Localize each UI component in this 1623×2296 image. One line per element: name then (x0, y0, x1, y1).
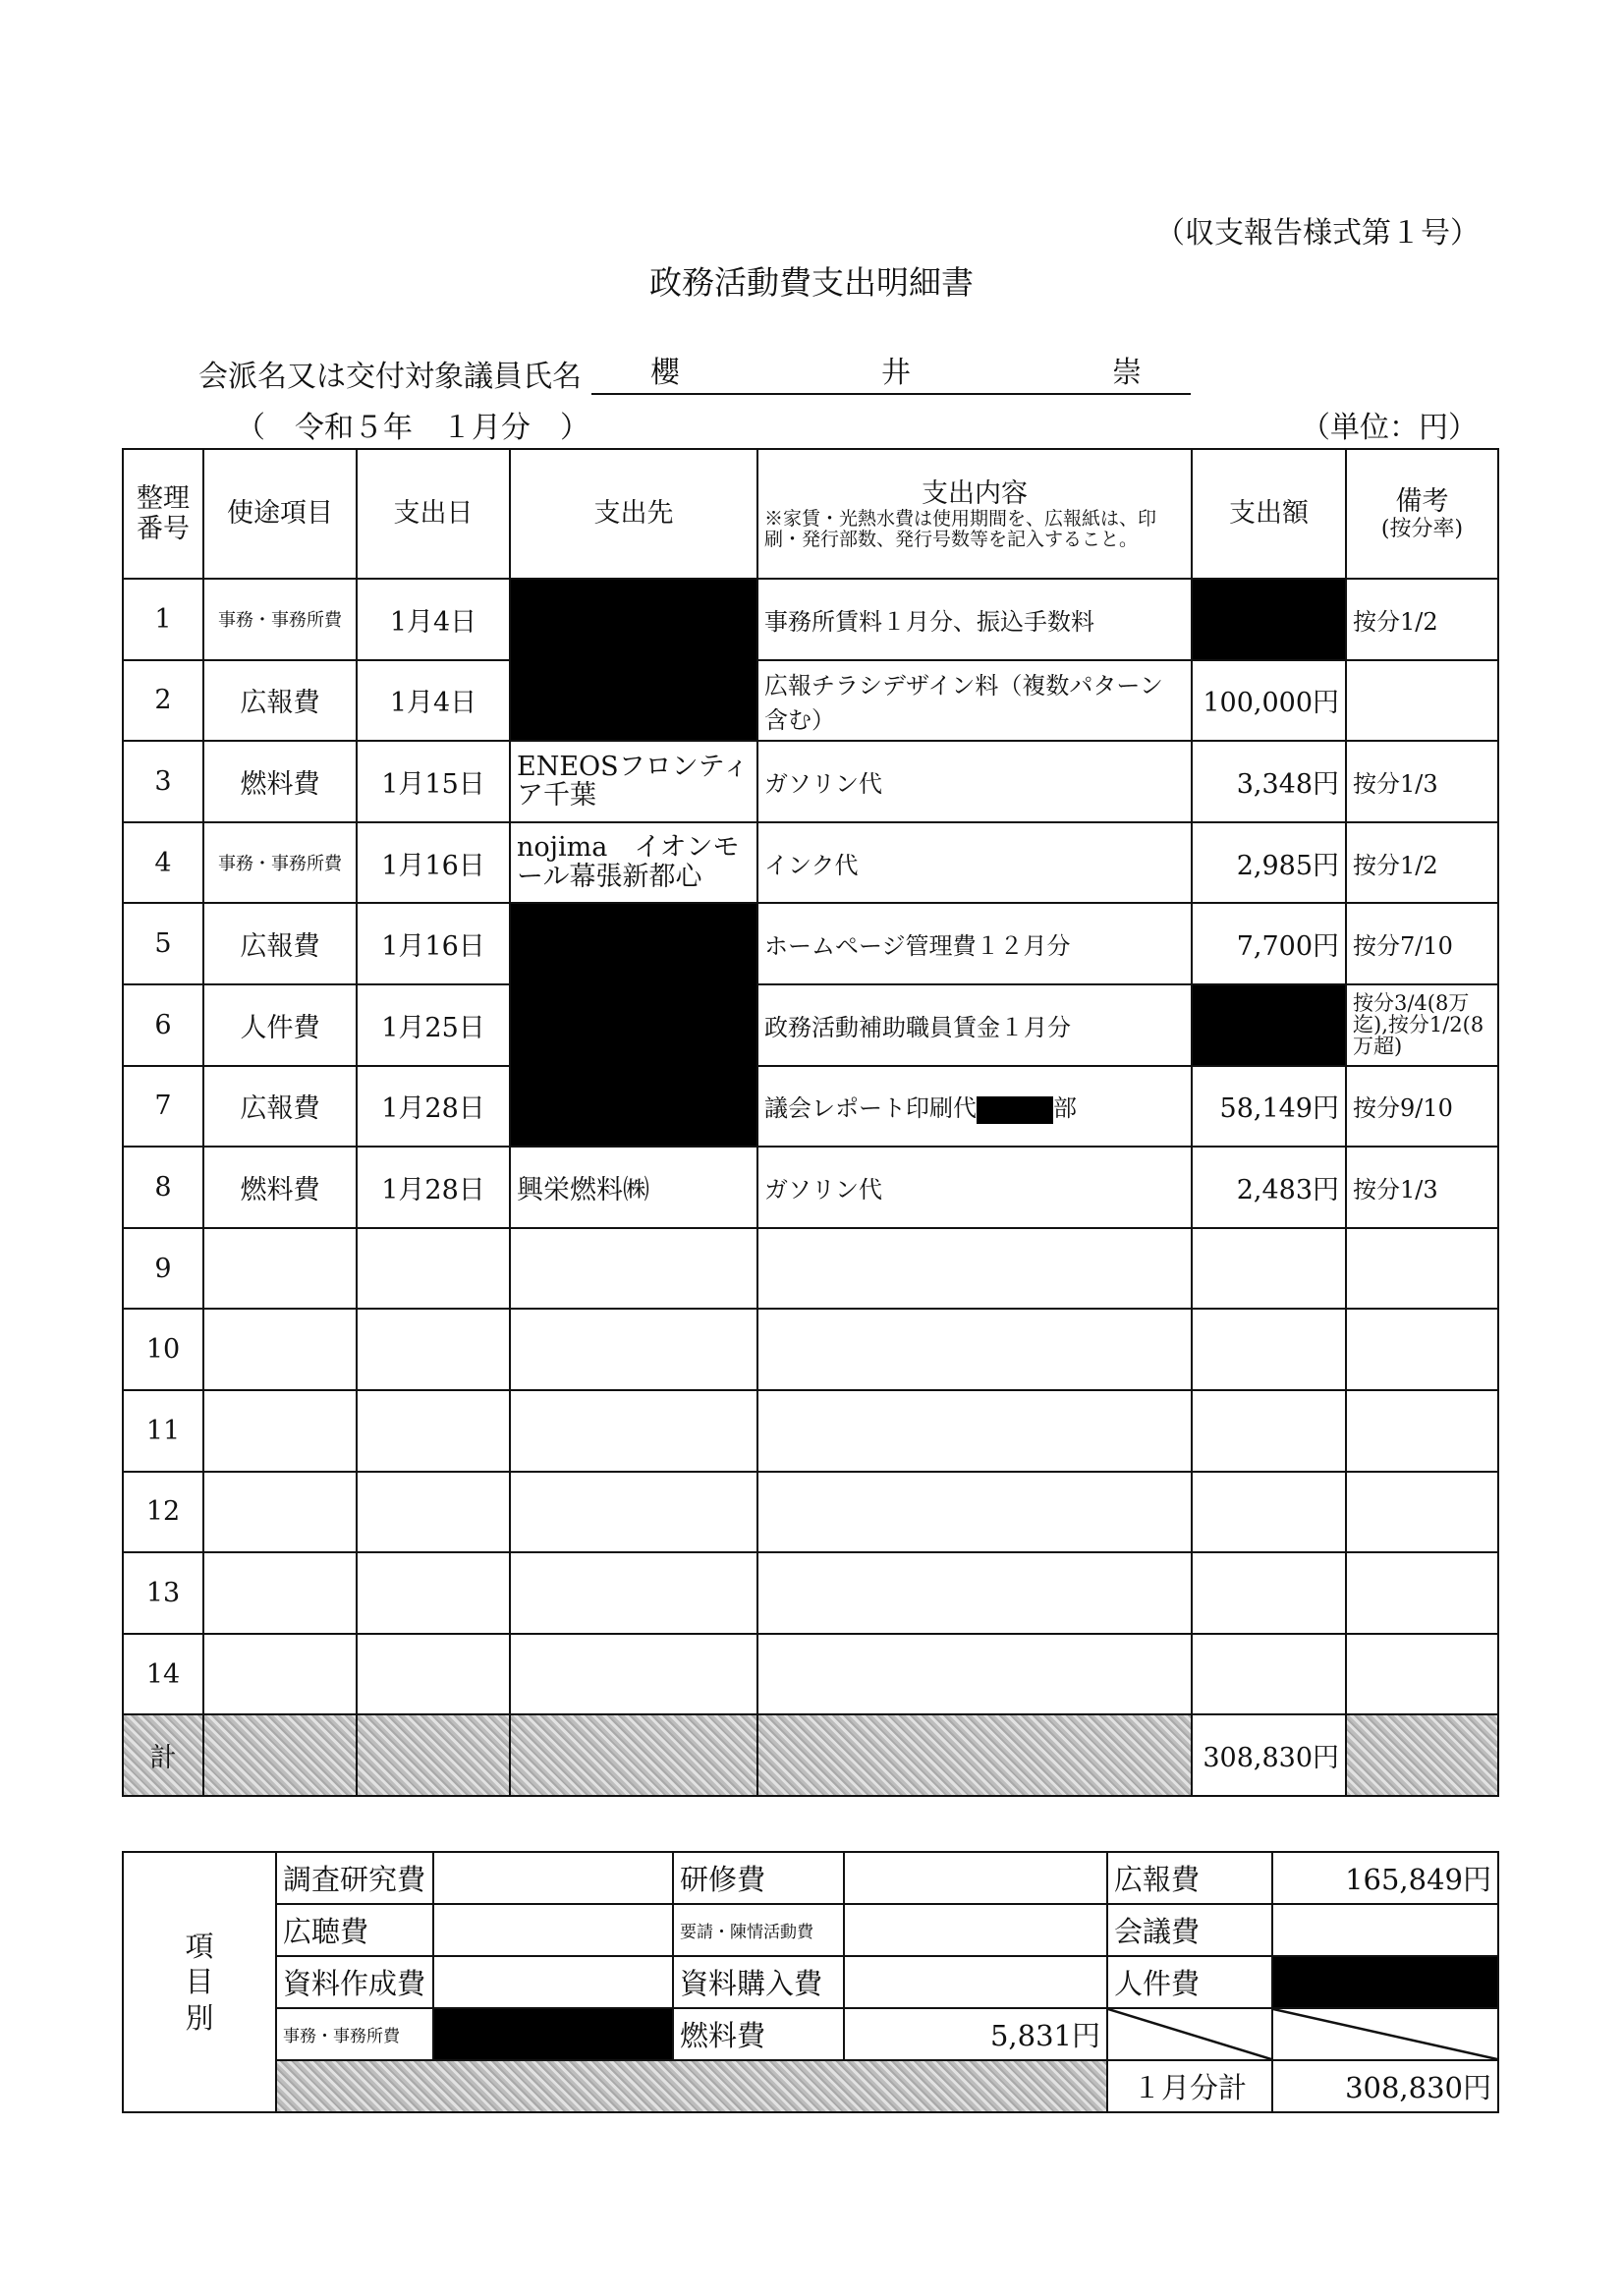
row-date: 1月15日 (357, 741, 510, 822)
table-row (123, 903, 1498, 984)
row-content-text: 議会レポート印刷代 (764, 1094, 977, 1123)
col-content-note: ※家賃・光熱水費は使用期間を、広報紙は、印刷・発行部数、発行号数等を記入すること。 (764, 507, 1157, 550)
summary-label: 項 目 別 (123, 1852, 276, 2112)
col-amount: 支出額 (1192, 449, 1346, 579)
month-total-label: １月分計 (1107, 2060, 1272, 2112)
redacted-personnel-amount (1272, 1956, 1498, 2008)
table-row (123, 1634, 1498, 1715)
row-content: ガソリン代 (757, 741, 1192, 822)
material-purchase-label: 資料購入費 (673, 1956, 844, 2008)
row-memo: 按分7/10 (1346, 903, 1498, 984)
form-number: （収支報告様式第１号） (1155, 216, 1480, 251)
table-row (123, 741, 1498, 822)
name-char: 井 (881, 356, 911, 390)
row-no: 11 (123, 1390, 203, 1472)
redacted-payee (510, 903, 757, 1147)
row-no: 12 (123, 1472, 203, 1553)
row-content: 広報チラシデザイン料（複数パターン含む） (757, 660, 1192, 742)
meeting-label: 会議費 (1107, 1904, 1272, 1956)
period: （ 令和５年 １月分 ） (236, 411, 589, 445)
member-name (591, 348, 1191, 395)
row-payee: ENEOSフロンティア千葉 (510, 741, 757, 822)
name-char: 崇 (1112, 356, 1142, 390)
redacted-copies (977, 1096, 1053, 1124)
name-char: 櫻 (650, 356, 680, 390)
row-payee: 興栄燃料㈱ (510, 1147, 757, 1228)
col-memo (1346, 449, 1498, 579)
row-category: 事務・事務所費 (203, 822, 357, 904)
research-label: 調査研究費 (276, 1852, 433, 1904)
fuel-label: 燃料費 (673, 2008, 844, 2060)
col-date: 支出日 (357, 449, 510, 579)
training-amount (844, 1852, 1107, 1904)
row-date: 1月16日 (357, 822, 510, 904)
row-memo: 按分1/2 (1346, 822, 1498, 904)
table-row (123, 1390, 1498, 1472)
row-category: 広報費 (203, 903, 357, 984)
training-label: 研修費 (673, 1852, 844, 1904)
row-category: 燃料費 (203, 1147, 357, 1228)
row-memo (1346, 660, 1498, 742)
col-payee: 支出先 (510, 449, 757, 579)
redacted-amount (1192, 579, 1346, 660)
office-label: 事務・事務所費 (276, 2008, 433, 2060)
table-row (123, 660, 1498, 742)
document-title: 政務活動費支出明細書 (649, 263, 974, 302)
row-memo: 按分1/2 (1346, 579, 1498, 660)
month-total-amount: 308,830円 (1272, 2060, 1498, 2112)
redacted-payee (510, 579, 757, 741)
row-no: 4 (123, 822, 203, 904)
diagonal-cell (1107, 2008, 1272, 2060)
name-row (198, 348, 1191, 395)
row-amount: 3,348円 (1192, 741, 1346, 822)
redacted-amount (1192, 984, 1346, 1066)
table-row (123, 822, 1498, 904)
personnel-label: 人件費 (1107, 1956, 1272, 2008)
research-amount (433, 1852, 673, 1904)
row-no: 9 (123, 1228, 203, 1310)
expense-table (122, 448, 1499, 1797)
row-amount: 2,483円 (1192, 1147, 1346, 1228)
row-no: 7 (123, 1066, 203, 1148)
hearing-label: 広聴費 (276, 1904, 433, 1956)
col-category: 使途項目 (203, 449, 357, 579)
table-row (123, 1147, 1498, 1228)
col-content-title: 支出内容 (922, 477, 1028, 509)
row-category: 燃料費 (203, 741, 357, 822)
row-no: 14 (123, 1634, 203, 1715)
col-memo-sub: (按分率) (1380, 516, 1464, 541)
row-no: 13 (123, 1552, 203, 1634)
row-date: 1月4日 (357, 660, 510, 742)
table-row (123, 1228, 1498, 1310)
row-payee: nojima イオンモール幕張新都心 (510, 822, 757, 904)
row-category: 人件費 (203, 984, 357, 1066)
total-amount: 308,830円 (1192, 1714, 1346, 1796)
row-content: インク代 (757, 822, 1192, 904)
row-content-suffix: 部 (1053, 1094, 1077, 1123)
row-date: 1月4日 (357, 579, 510, 660)
diagonal-cell (1272, 2008, 1498, 2060)
row-category: 事務・事務所費 (203, 579, 357, 660)
table-header (123, 449, 1498, 579)
summary-table (122, 1851, 1499, 2113)
petition-label: 要請・陳情活動費 (673, 1904, 844, 1956)
row-no: 2 (123, 660, 203, 742)
total-label: 計 (123, 1714, 203, 1796)
row-memo: 按分3/4(8万迄),按分1/2(8万超) (1346, 984, 1498, 1066)
row-no: 8 (123, 1147, 203, 1228)
table-row (123, 1066, 1498, 1148)
row-no: 10 (123, 1309, 203, 1390)
row-category: 広報費 (203, 1066, 357, 1148)
table-row (123, 1552, 1498, 1634)
row-date: 1月28日 (357, 1147, 510, 1228)
name-label: 会派名又は交付対象議員氏名 (198, 360, 582, 394)
redacted-office-amount (433, 2008, 673, 2060)
table-row (123, 984, 1498, 1066)
row-date: 1月25日 (357, 984, 510, 1066)
col-no: 整理 番号 (123, 449, 203, 579)
table-row (123, 1472, 1498, 1553)
row-no: 1 (123, 579, 203, 660)
row-date: 1月16日 (357, 903, 510, 984)
row-content: 事務所賃料１月分、振込手数料 (757, 579, 1192, 660)
table-row (123, 1309, 1498, 1390)
pr-label: 広報費 (1107, 1852, 1272, 1904)
row-memo: 按分1/3 (1346, 1147, 1498, 1228)
row-no: 5 (123, 903, 203, 984)
col-memo-title: 備考 (1395, 485, 1449, 517)
row-no: 3 (123, 741, 203, 822)
unit-label: （単位：円） (1301, 411, 1478, 445)
fuel-amount: 5,831円 (844, 2008, 1107, 2060)
row-date: 1月28日 (357, 1066, 510, 1148)
row-amount: 58,149円 (1192, 1066, 1346, 1148)
row-amount: 7,700円 (1192, 903, 1346, 984)
row-amount: 2,985円 (1192, 822, 1346, 904)
row-memo: 按分9/10 (1346, 1066, 1498, 1148)
pr-amount: 165,849円 (1272, 1852, 1498, 1904)
row-category: 広報費 (203, 660, 357, 742)
row-memo: 按分1/3 (1346, 741, 1498, 822)
table-row (123, 579, 1498, 660)
row-no: 6 (123, 984, 203, 1066)
row-content (757, 1066, 1192, 1148)
total-row (123, 1714, 1498, 1796)
material-making-label: 資料作成費 (276, 1956, 433, 2008)
row-content: ガソリン代 (757, 1147, 1192, 1228)
row-content: ホームページ管理費１２月分 (757, 903, 1192, 984)
row-content: 政務活動補助職員賃金１月分 (757, 984, 1192, 1066)
col-content (757, 449, 1192, 579)
row-amount: 100,000円 (1192, 660, 1346, 742)
